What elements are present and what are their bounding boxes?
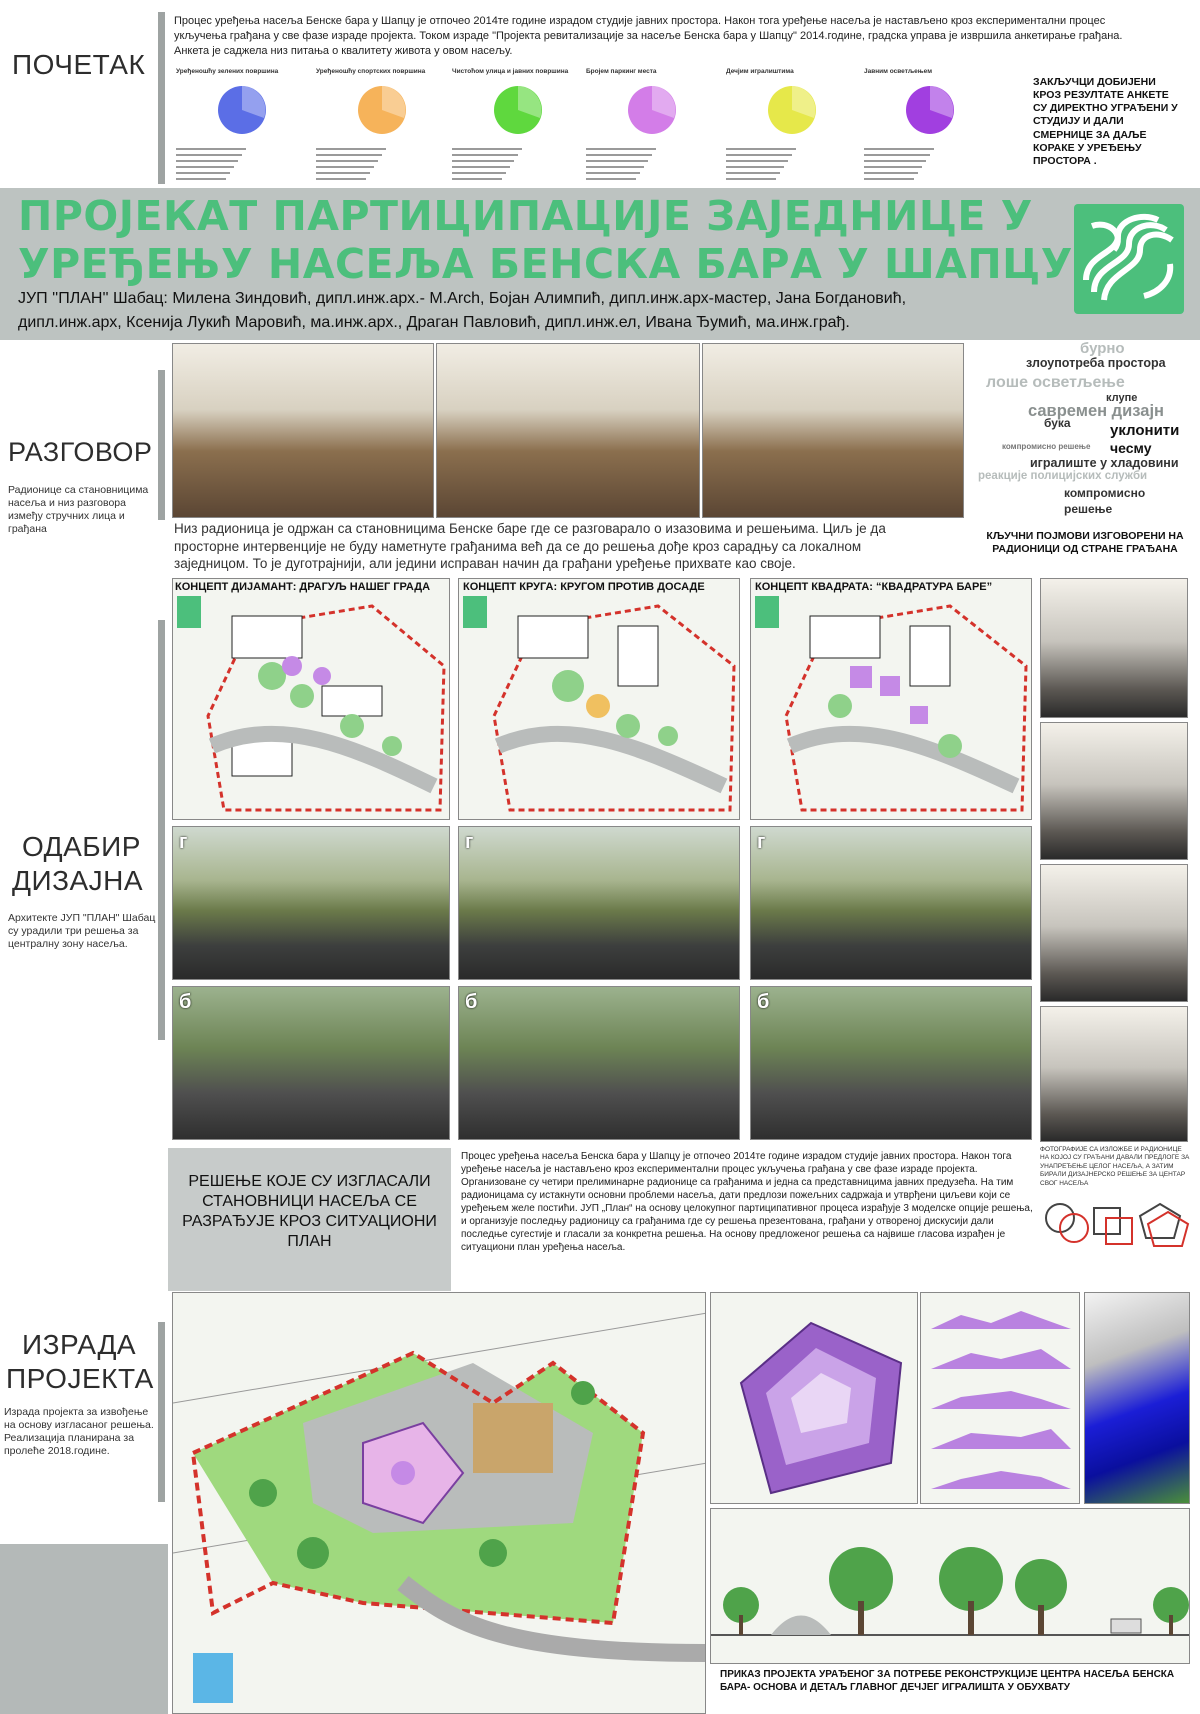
keyword: компромисно решење [1002, 442, 1091, 451]
keyword: реакције полицијских служби [978, 470, 1148, 482]
keyword: бурно [1080, 340, 1125, 357]
render-letter: г [465, 831, 474, 853]
concept-plan-circle-drawing [463, 596, 734, 810]
survey-legend-line [452, 160, 514, 162]
keyword: компромисно [1064, 486, 1146, 500]
keyword: бука [1044, 416, 1071, 430]
survey-legend-line [586, 160, 648, 162]
survey-pie-icon [900, 80, 960, 140]
survey-chart-title: Уређеношћу спортских површина [316, 68, 426, 75]
playground-detail-plan [710, 1292, 918, 1504]
keyword: уклонити [1110, 422, 1180, 439]
survey-legend-line [586, 148, 656, 150]
survey-legend-line [316, 172, 370, 174]
survey-legend-line [452, 154, 518, 156]
keyword: лоше осветљење [986, 374, 1125, 391]
section-elevation [710, 1508, 1190, 1664]
keyword: чесму [1110, 440, 1152, 456]
survey-pie-icon [488, 80, 548, 140]
survey-intro-text: Процес уређења насеља Бенске бара у Шапцу је отпочео 2014те године израдом студије јавних простора. Након тога уређење насеља је настављено кроз експериментални процес укључења грађана у све фазе израде пројекта. Током израде "Пројекта ревитализације за насеље Бенска бара у Шапцу" 2014.године, градска управа је извршила анкетирање грађана. Анкета је саджела низ питања о квалитету живота у овом насељу. [174, 15, 1123, 57]
exhibition-photos-caption: ФОТОГРАФИЈЕ СА ИЗЛОЖБЕ И РАДИОНИЦЕ НА КОЈОЈ СУ ГРАЂАНИ ДАВАЛИ ПРЕДЛОГЕ ЗА УНАПРЕЂЕЊЕ ЦЕЛОГ НАСЕЉА, А ЗАТИМ БИРАЛИ ДИЗАЈНЕРСКО РЕШЕЊЕ ЗА ЦЕНТАР СВОГ НАСЕЉА [1040, 1146, 1190, 1187]
survey-pie-icon [762, 80, 822, 140]
survey-legend-line [452, 166, 510, 168]
decision-text: РЕШЕЊЕ КОЈЕ СУ ИЗГЛАСАЛИ СТАНОВНИЦИ НАСЕЉА СЕ РАЗРАЂУЈЕ КРОЗ СИТУАЦИОНИ ПЛАН [182, 1173, 437, 1250]
render-b-2 [458, 986, 740, 1140]
render-letter: г [757, 831, 766, 853]
main-title-line-2: УРЕЂЕЊУ НАСЕЉА БЕНСКА БАРА У ШАПЦУ [18, 240, 1073, 288]
site-plan [172, 1292, 706, 1714]
survey-legend-line [864, 172, 918, 174]
survey-pie-icon [212, 80, 272, 140]
survey-legend-line [452, 172, 506, 174]
survey-legend-line [864, 160, 926, 162]
section-bar-start [158, 12, 165, 184]
keyword: клупе [1106, 392, 1138, 404]
survey-chart [726, 68, 856, 186]
survey-legend-line [176, 148, 246, 150]
authors-line-1: ЈУП ''ПЛАН'' Шабац: Милена Зиндовић, дипл.инж.арх.- M.Arch, Бојан Алимпић, дипл.инж.арх-мастер, Јана Богдановић, [18, 290, 907, 307]
survey-legend-line [316, 160, 378, 162]
survey-legend-line [586, 172, 640, 174]
title-band [0, 188, 1200, 340]
workshop-text: Низ радионица је одржан са становницима Бенске баре где се разговарало о изазовима и решењима. Циљ је да просторне интервенције не буду наметнуте грађанима већ да се до решења дође кроз сарадњу са локалном заједницом. То је дуготрајнији, али једини исправан начин да грађани уређење прихвате као своје. [174, 521, 886, 572]
concept-title: КОНЦЕПТ КВАДРАТА: “КВАДРАТУРА БАРЕ” [755, 581, 993, 593]
render-letter: г [179, 831, 188, 853]
survey-conclusion: ЗАКЉУЧЦИ ДОБИЈЕНИ КРОЗ РЕЗУЛТАТЕ АНКЕТЕ СУ ДИРЕКТНО УГРАЂЕНИ У СТУДИЈУ И ДАЛИ СМЕРНИЦЕ ЗА ДАЉЕ КОРАКЕ У УРЕЂЕЊУ ПРОСТОРА . [1033, 76, 1178, 167]
workshop-photo-1 [172, 343, 434, 518]
survey-legend-line [864, 166, 922, 168]
concept-plan-square-drawing [755, 596, 1026, 810]
survey-legend-line [726, 154, 792, 156]
survey-legend-line [864, 178, 914, 180]
survey-legend-line [586, 154, 652, 156]
survey-legend-line [726, 160, 788, 162]
plan-logo [1074, 204, 1184, 314]
survey-legend-line [586, 178, 636, 180]
bottom-left-grey-block [0, 1544, 168, 1714]
workshop-photo-3 [702, 343, 964, 518]
concept-title: КОНЦЕПТ КРУГА: КРУГОМ ПРОТИВ ДОСАДЕ [463, 581, 705, 593]
render-b-3 [750, 986, 1032, 1140]
survey-legend-line [726, 166, 784, 168]
section-bar-talk [158, 370, 165, 520]
survey-legend-line [726, 148, 796, 150]
survey-legend-line [452, 148, 522, 150]
render-b-1 [172, 986, 450, 1140]
section-title-project-2: ПРОЈЕКТА [6, 1363, 154, 1394]
main-title-line-1: ПРОЈЕКАТ ПАРТИЦИПАЦИЈЕ ЗАЈЕДНИЦЕ У [18, 192, 1033, 240]
exhibition-photo-4 [1040, 1006, 1188, 1142]
concept-shapes-icon [1040, 1196, 1190, 1256]
survey-legend-line [864, 148, 934, 150]
survey-chart [452, 68, 582, 186]
playground-elevations [920, 1292, 1080, 1504]
render-letter: б [465, 991, 478, 1013]
section-desc-project: Израда пројекта за извођење на основу изгласаног решења. Реализација планирана за пролеће 2018.године. [4, 1406, 154, 1458]
process-text: Процес уређења насеља Бенска бара у Шапцу је отпочео 2014те године израдом студије јавних простора. Након тога уређење насеља је настављено кроз експериментални процес укључења грађана у све фазе израде пројекта. Организоване су четири прелиминарне радионице са грађанима и једна са представницима јавних предузећа. На тим радионицама су истакнути основни проблеми насеља, дати предлози пожељних садржаја и утврђени циљеви који се уређењем желе постићи. ЈУП „План“ на основу целокупног партиципативног процеса израђује 3 моделске опције решења, и организује последњу радионицу са грађанима где су решења презентована, грађани у отвореној дискусији дали последње сугестије и гласали за конкретна решења. На основу предложеног решења са највише гласова израђен је ситуациони план уређења насеља. [461, 1151, 1033, 1253]
section-title-design-1: ОДАБИР [22, 831, 141, 862]
concept-plans-drawing [172, 596, 1034, 820]
render-g-3 [750, 826, 1032, 980]
section-title-design-2: ДИЗАЈНА [12, 865, 144, 896]
keyword: савремен дизајн [1028, 402, 1164, 420]
survey-pie-icon [622, 80, 682, 140]
survey-legend-line [316, 148, 386, 150]
exhibition-photo-2 [1040, 722, 1188, 860]
survey-legend-line [864, 154, 930, 156]
survey-legend-line [176, 160, 238, 162]
survey-legend-line [176, 178, 226, 180]
survey-legend-line [726, 172, 780, 174]
keyword: злоупотреба простора [1026, 356, 1166, 370]
survey-legend-line [586, 166, 644, 168]
survey-legend-line [316, 166, 374, 168]
concept-plan-diamond-drawing [177, 596, 444, 810]
section-title-talk: РАЗГОВОР [8, 437, 153, 467]
playground-visualization [1084, 1292, 1190, 1504]
render-g-2 [458, 826, 740, 980]
render-g-1 [172, 826, 450, 980]
survey-legend-line [726, 178, 776, 180]
authors-line-2: дипл.инж.арх, Ксенија Лукић Маровић, ма.инж.арх., Драган Павловић, дипл.инж.ел, Ивана Ђумић, ма.инж.грађ. [18, 314, 850, 331]
survey-legend-line [316, 154, 382, 156]
keyword: решење [1064, 502, 1113, 516]
bottom-caption: ПРИКАЗ ПРОЈЕКТА УРАЂЕНОГ ЗА ПОТРЕБЕ РЕКОНСТРУКЦИЈЕ ЦЕНТРА НАСЕЉА БЕНСКА БАРА- ОСНОВА И ДЕТАЉ ГЛАВНОГ ДЕЧЈЕГ ИГРАЛИШТА У ОБУХВАТУ [720, 1669, 1175, 1693]
survey-chart-title: Чистоћом улица и јавних површина [452, 68, 569, 75]
survey-legend-line [176, 154, 242, 156]
survey-chart [864, 68, 994, 186]
survey-chart-title: Уређеношћу зелених површина [176, 68, 279, 75]
site-plan-drawing [173, 1313, 706, 1703]
section-desc-design: Архитекте ЈУП "ПЛАН" Шабац су урадили три решења за централну зону насеља. [8, 912, 156, 951]
survey-legend-line [176, 172, 230, 174]
survey-chart [586, 68, 716, 186]
exhibition-photo-1 [1040, 578, 1188, 718]
survey-chart-title: Дечјим игралиштима [726, 68, 794, 75]
survey-chart-title: Јавним осветљењем [864, 68, 933, 75]
survey-legend-line [452, 178, 502, 180]
render-letter: б [179, 991, 192, 1013]
survey-legend-line [176, 166, 234, 168]
section-desc-talk: Радионице са становницима насеља и низ разговора између стручних лица и грађана [8, 484, 149, 536]
decision-box [168, 1148, 451, 1291]
render-letter: б [757, 991, 770, 1013]
exhibition-photo-3 [1040, 864, 1188, 1002]
survey-chart-title: Бројем паркинг места [586, 68, 657, 75]
workshop-photo-2 [436, 343, 700, 518]
concept-title: КОНЦЕПТ ДИЈАМАНТ: ДРАГУЉ НАШЕГ ГРАДА [175, 581, 431, 593]
survey-pie-icon [352, 80, 412, 140]
section-title-start: ПОЧЕТАК [12, 49, 146, 80]
keywords-caption: КЉУЧНИ ПОЈМОВИ ИЗГОВОРЕНИ НА РАДИОНИЦИ ОД СТРАНЕ ГРАЂАНА [986, 530, 1184, 556]
keyword: игралиште у хладовини [1030, 456, 1179, 470]
survey-chart [176, 68, 306, 186]
survey-chart [316, 68, 446, 186]
survey-legend-line [316, 178, 366, 180]
section-bar-design [158, 620, 165, 1040]
section-title-project-1: ИЗРАДА [22, 1329, 137, 1360]
